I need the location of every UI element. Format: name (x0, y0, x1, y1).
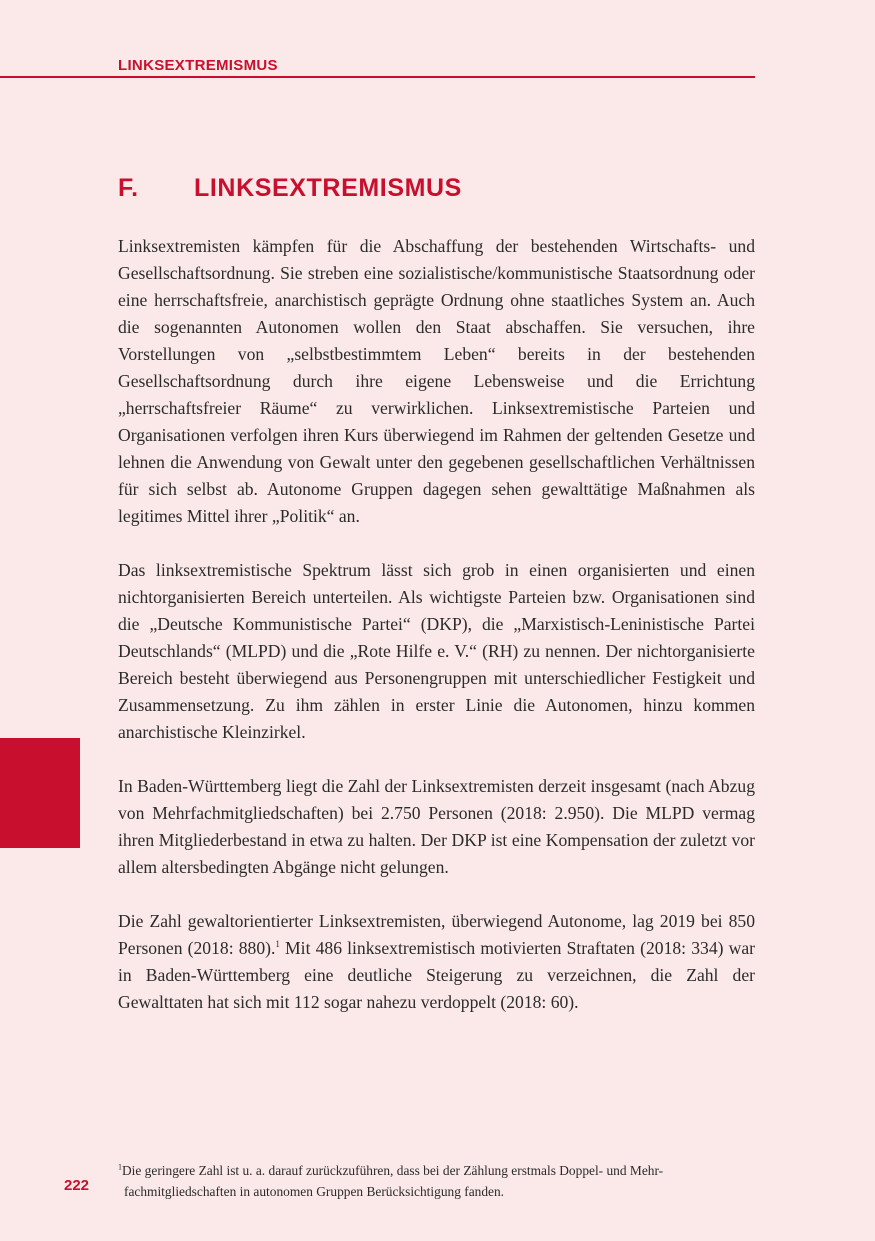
chapter-side-tab (0, 738, 80, 848)
paragraph-4-part-2: Mit 486 linksextremistisch motivierten Straftaten (2018: 334) war in Baden-Württemberg eine deutliche Steigerung zu verzeichnen, die Zahl der Gewalttaten hat sich mit 112 sogar nahezu verdoppelt (2018: 60). (118, 938, 755, 1012)
chapter-number: F. (118, 174, 139, 202)
running-head: LINKSEXTREMISMUS (118, 57, 278, 74)
footnote-line-1 (118, 1160, 755, 1181)
paragraph-2: Das linksextremistische Spektrum lässt sich grob in einen organisierten und einen nichtorganisierten Bereich unterteilen. Als wichtigste Parteien bzw. Organisationen sind die „Deutsche Kommunistische Partei“ (DKP), die „Marxistisch-Leninistische Partei Deutschlands“ (MLPD) und die „Rote Hilfe e. V.“ (RH) zu nennen. Der nichtorganisierte Bereich besteht überwiegend aus Personengruppen mit unterschiedlicher Festigkeit und Zusammensetzung. Zu ihm zählen in erster Linie die Autonomen, hinzu kommen anarchistische Kleinzirkel. (118, 560, 755, 742)
footnote (118, 1160, 755, 1202)
footnote-reference[interactable]: 1 (275, 939, 280, 950)
paragraph-4-part-1: Die Zahl gewaltorientierter Linksextremisten, überwiegend Autonome, lag 2019 bei 850 Personen (2018: 880). (118, 911, 755, 958)
chapter-title (118, 174, 462, 203)
footnote-mark: 1 (118, 1162, 122, 1172)
page-number: 222 (64, 1177, 90, 1194)
chapter-title-text: LINKSEXTREMISMUS (194, 174, 462, 202)
header-rule (0, 76, 755, 78)
footnote-line-2: fachmitgliedschaften in autonomen Gruppen Berücksichtigung fanden. (124, 1184, 505, 1199)
paragraph-3: In Baden-Württemberg liegt die Zahl der Linksextremisten derzeit insgesamt (nach Abzug von Mehrfachmitgliedschaften) bei 2.750 Personen (2018: 2.950). Die MLPD vermag ihren Mitgliederbestand in etwa zu halten. Der DKP ist eine Kompensation der zuletzt vor allem altersbedingten Abgänge nicht gelungen. (118, 776, 755, 877)
body-text (118, 233, 755, 1043)
paragraph-1: Linksextremisten kämpfen für die Abschaffung der bestehenden Wirtschafts- und Gesellschaftsordnung. Sie streben eine sozialistische/kommunistische Staatsordnung oder eine herrschaftsfreie, anarchistisch geprägte Ordnung ohne staatliches System an. Auch die sogenannten Autonomen wollen den Staat abschaffen. Sie versuchen, ihre Vorstellungen von „selbstbestimmtem Leben“ bereits in der bestehenden Gesellschaftsordnung durch ihre eigene Lebensweise und die Errichtung „herrschaftsfreier Räume“ zu verwirklichen. Linksextremistische Parteien und Organisationen verfolgen ihren Kurs überwiegend im Rahmen der geltenden Gesetze und lehnen die Anwendung von Gewalt unter den gegebenen gesellschaftlichen Verhältnissen für sich selbst ab. Autonome Gruppen dagegen sehen gewalttätige Maßnahmen als legitimes Mittel ihrer „Politik“ an. (118, 236, 755, 526)
paragraph-4 (118, 908, 755, 1016)
footnote-text-1: Die geringere Zahl ist u. a. darauf zurückzuführen, dass bei der Zählung erstmals Doppel- und Mehr- (122, 1163, 664, 1178)
